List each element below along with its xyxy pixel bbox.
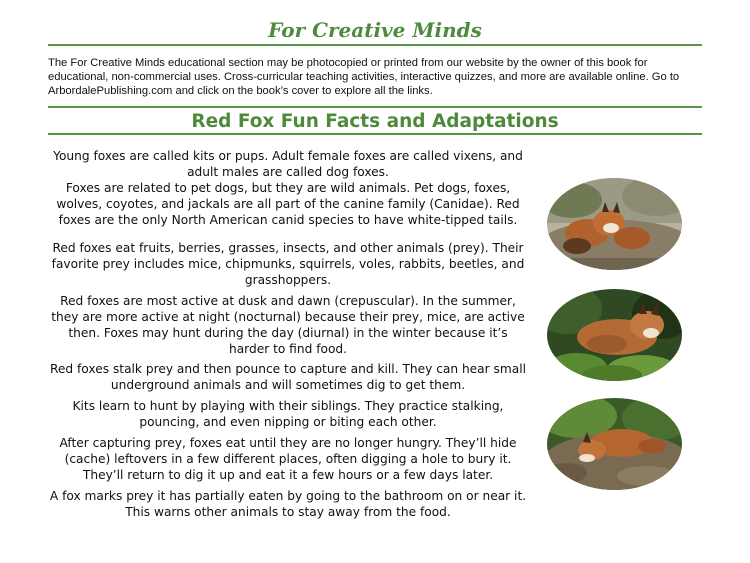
fact-paragraph: Red foxes are most active at dusk and dawn (crepuscular). In the summer, they are more active at night (nocturnal) because their prey, mice, are active then. Foxes may hunt during the day (diurnal) in the winter because it’s harder to find food. [51,294,525,356]
fox-kits-photo [547,178,682,270]
fact-paragraph: Foxes are related to pet dogs, but they are wild animals. Pet dogs, foxes, wolves, coyotes, and jackals are all part of the canine family (Canidae). Red foxes are the only North American canid species to have white-tipped tails. [56,181,520,227]
page-title: For Creative Minds [268,18,482,42]
fact-paragraph: A fox marks prey it has partially eaten by going to the bathroom on or near it. This warns other animals to stay away from the food. [49,489,527,519]
fact-paragraph: After capturing prey, foxes eat until they are no longer hungry. They’ll hide (cache) leftovers in a few different places, often digging a hole to bury it. They’ll return to dig it up and eat it a few hours or a few days later. [59,436,517,482]
section-divider-bottom [48,133,702,135]
fact-paragraph: Red foxes stalk prey and then pounce to capture and kill. They can hear small underground animals and will sometimes dig to get them. [49,362,526,392]
fox-in-grass-photo [547,289,682,381]
section-divider-top [48,106,702,108]
section-title: Red Fox Fun Facts and Adaptations [191,111,559,132]
fox-digging-photo [547,398,682,490]
fact-paragraph: Young foxes are called kits or pups. Adult female foxes are called vixens, and adult males are called dog foxes. [53,149,523,179]
fact-paragraph: Kits learn to hunt by playing with their siblings. They practice stalking, pouncing, and even nipping or biting each other. [72,399,504,429]
intro-paragraph: The For Creative Minds educational section may be photocopied or printed from our website by the owner of this book for educational, non-commercial uses. Cross-curricular teaching activities, interactive quizzes, and more are available online. Go to ArbordalePublishing.com and click on the book’s cover to explore all the links. [48,57,680,97]
title-divider [48,44,702,46]
fact-paragraph: Red foxes eat fruits, berries, grasses, insects, and other animals (prey). Their favorite prey includes mice, chipmunks, squirrels, voles, rabbits, beetles, and grasshoppers. [51,241,525,287]
